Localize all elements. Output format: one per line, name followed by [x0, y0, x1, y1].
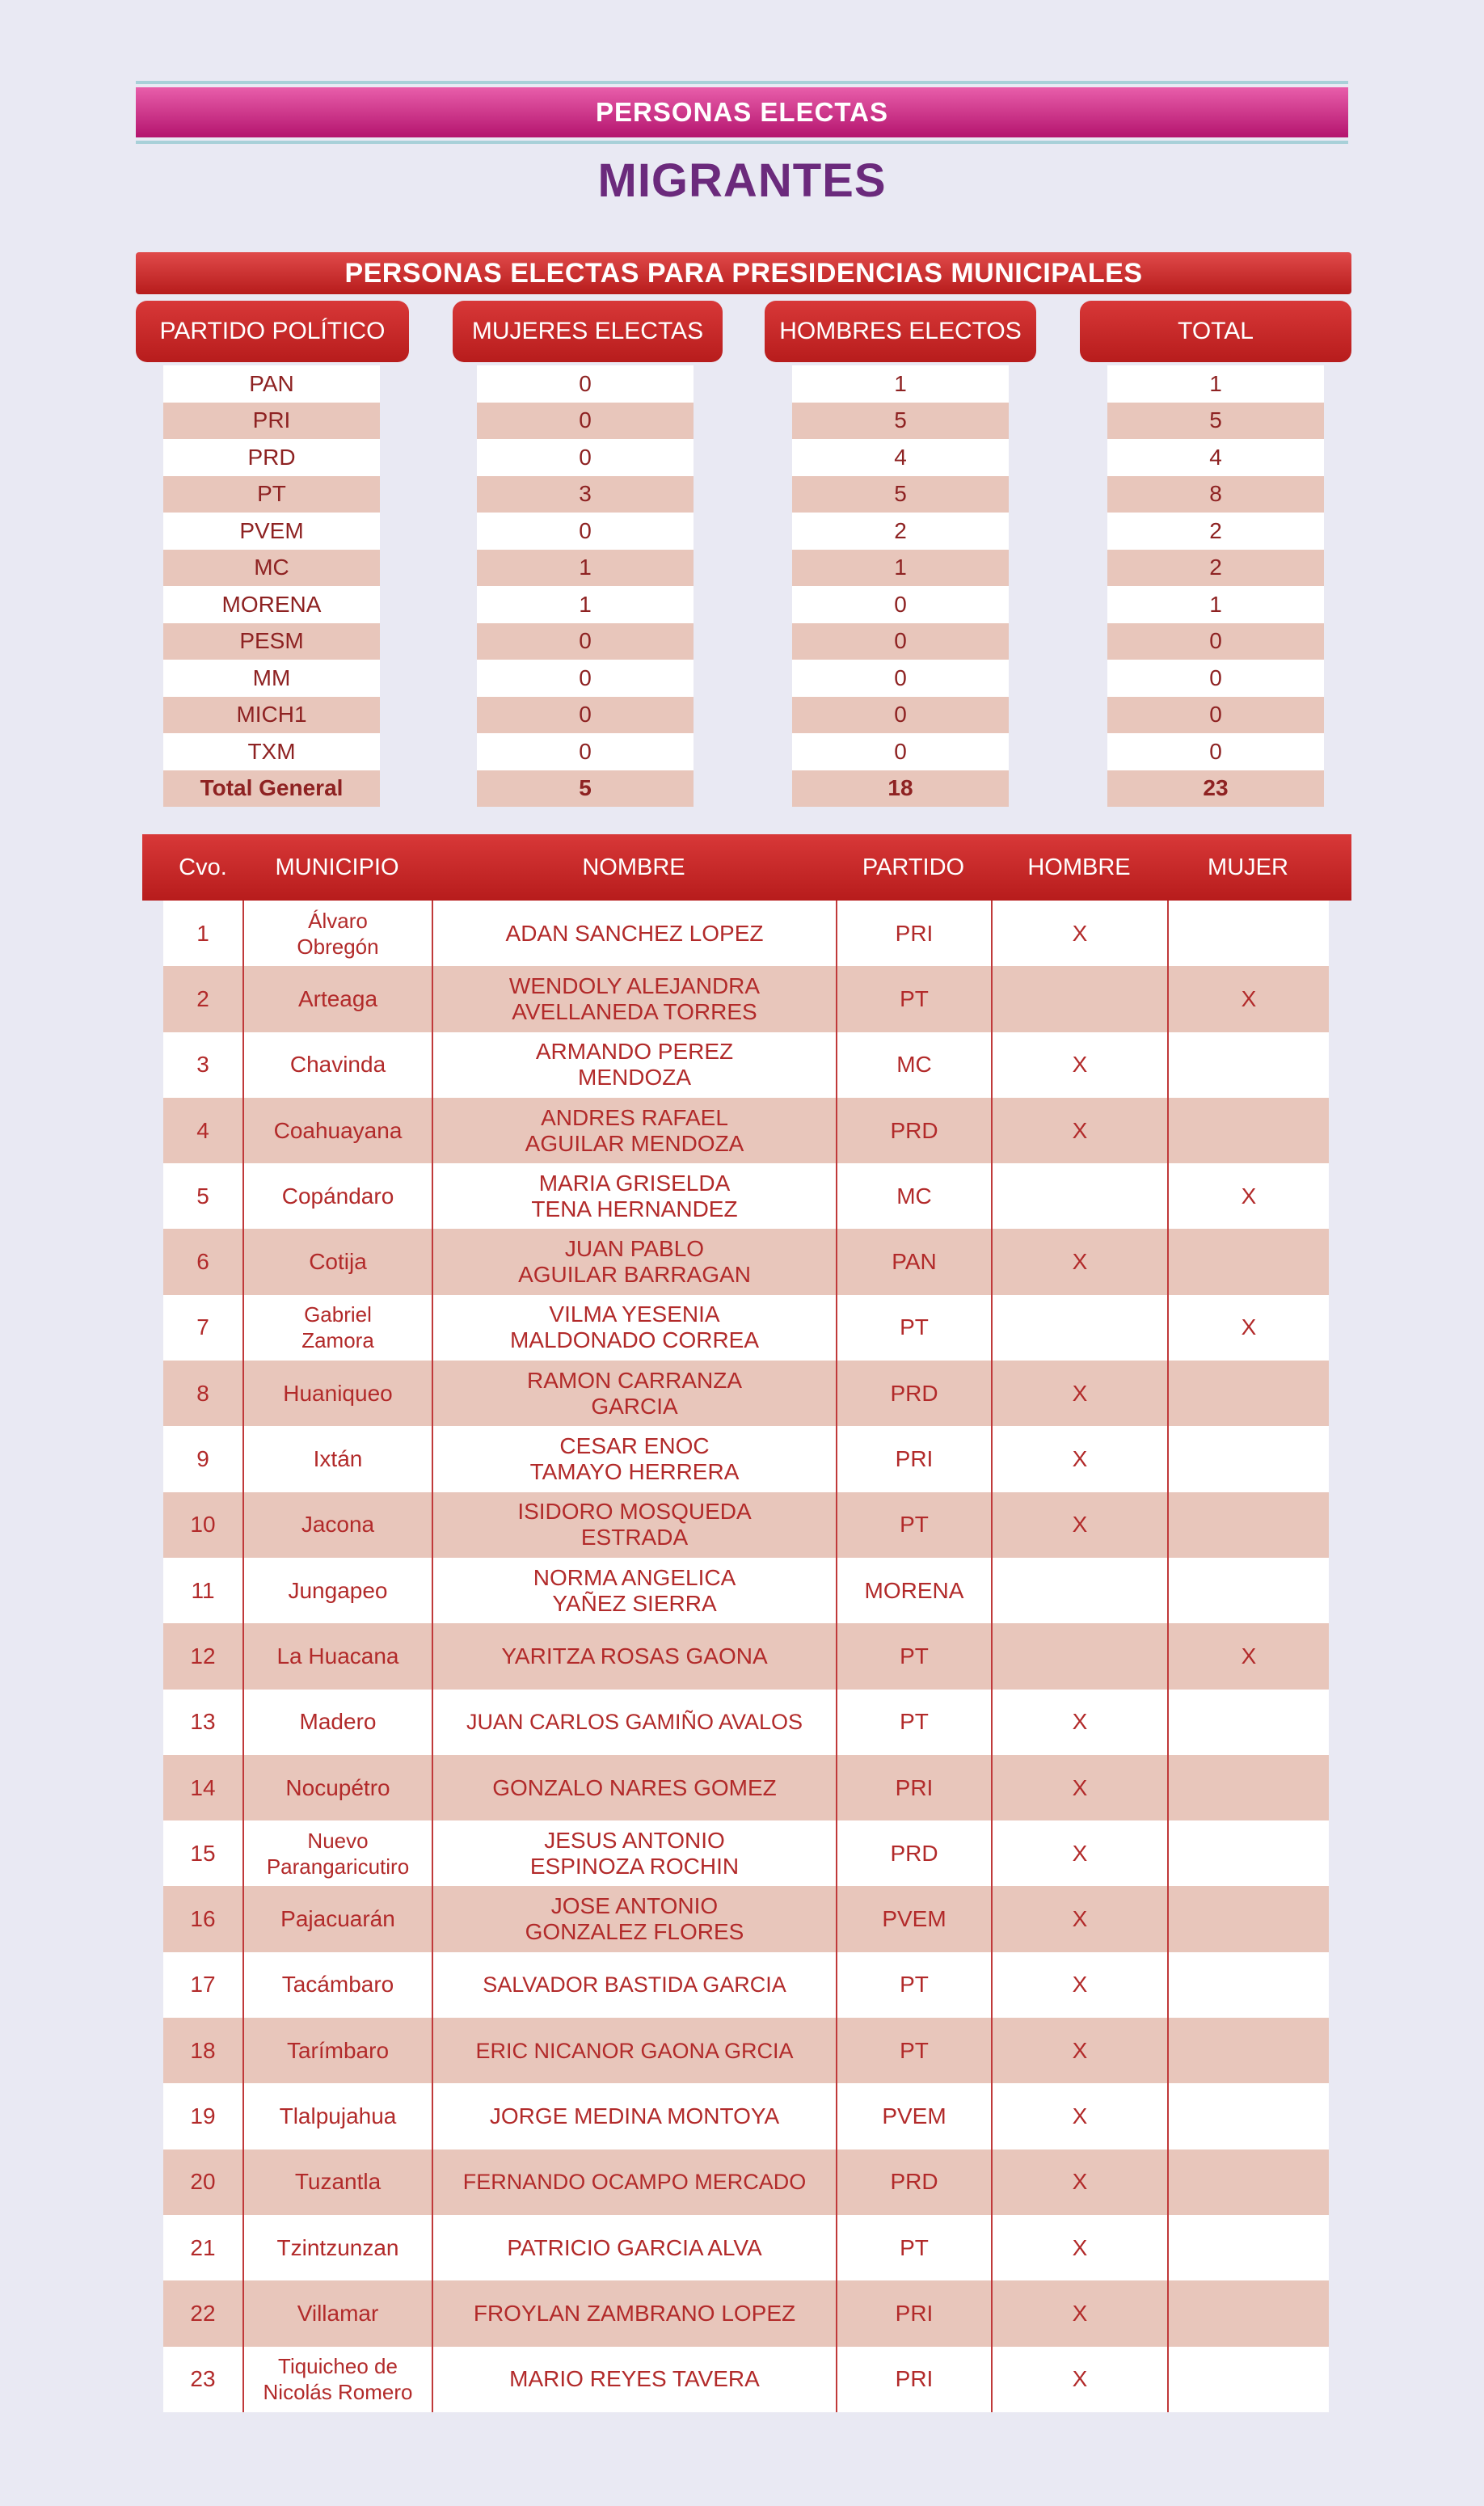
cell-hombre-mark: X	[991, 1229, 1167, 1294]
detail-header-municipio: MUNICIPIO	[275, 854, 399, 880]
cell-municipio: Arteaga	[242, 966, 432, 1032]
cell-nombre: PATRICIO GARCIA ALVA	[432, 2215, 836, 2280]
summary-cell: 0	[477, 660, 694, 697]
summary-cell: 1	[792, 365, 1009, 403]
summary-cell: 2	[1107, 513, 1324, 550]
cell-mujer-mark	[1167, 1229, 1329, 1294]
cell-municipio: La Huacana	[242, 1623, 432, 1689]
cell-mujer-mark: X	[1167, 1163, 1329, 1229]
cell-municipio: Tacámbaro	[242, 1952, 432, 2018]
cell-row-number: 22	[190, 2300, 216, 2326]
cell-nombre: SALVADOR BASTIDA GARCIA	[432, 1952, 836, 2018]
summary-cell: MORENA	[163, 586, 380, 623]
cell-row-number: 17	[190, 1972, 216, 1998]
cell-mujer-mark: X	[1167, 966, 1329, 1032]
cell-partido: PRI	[836, 901, 991, 966]
summary-column-partido	[163, 365, 380, 807]
cell-hombre-mark	[991, 1558, 1167, 1623]
cell-hombre-mark	[991, 1295, 1167, 1361]
table-row	[163, 1623, 1329, 1689]
table-row	[163, 901, 1329, 966]
cell-mujer-mark	[1167, 901, 1329, 966]
cell-nombre: ANDRES RAFAEL AGUILAR MENDOZA	[432, 1098, 836, 1163]
summary-cell: 1	[1107, 365, 1324, 403]
table-row	[163, 1886, 1329, 1951]
top-banner	[136, 81, 1348, 144]
banner-title: PERSONAS ELECTAS	[136, 87, 1348, 137]
table-row	[163, 1361, 1329, 1426]
summary-cell: 0	[792, 660, 1009, 697]
banner-top-line	[136, 81, 1348, 84]
summary-header-partido: PARTIDO POLÍTICO	[136, 301, 409, 362]
cell-municipio: Tiquicheo de Nicolás Romero	[242, 2347, 432, 2412]
summary-cell: 5	[792, 403, 1009, 440]
summary-column-mujeres	[477, 365, 694, 807]
cell-nombre: JOSE ANTONIO GONZALEZ FLORES	[432, 1886, 836, 1951]
summary-cell: 1	[477, 550, 694, 587]
cell-mujer-mark	[1167, 1755, 1329, 1820]
summary-cell: 0	[477, 439, 694, 476]
cell-nombre: YARITZA ROSAS GAONA	[432, 1623, 836, 1689]
cell-mujer-mark	[1167, 2215, 1329, 2280]
summary-cell: 5	[792, 476, 1009, 513]
table-row	[163, 1952, 1329, 2018]
cell-nombre: CESAR ENOC TAMAYO HERRERA	[432, 1426, 836, 1491]
table-row	[163, 1755, 1329, 1820]
summary-cell: 1	[477, 586, 694, 623]
summary-header-mujeres: MUJERES ELECTAS	[453, 301, 723, 362]
cell-municipio: Chavinda	[242, 1032, 432, 1098]
table-row	[163, 2018, 1329, 2083]
summary-cell: 4	[1107, 439, 1324, 476]
cell-municipio: Madero	[242, 1690, 432, 1755]
cell-mujer-mark	[1167, 2083, 1329, 2149]
summary-header-total: TOTAL	[1080, 301, 1351, 362]
section-title: PERSONAS ELECTAS PARA PRESIDENCIAS MUNICIPALES	[136, 252, 1351, 294]
cell-row-number: 10	[190, 1512, 216, 1538]
table-row	[163, 1492, 1329, 1558]
summary-cell: 0	[792, 586, 1009, 623]
summary-cell: 0	[477, 365, 694, 403]
cell-row-number: 14	[190, 1774, 216, 1800]
summary-cell: 4	[792, 439, 1009, 476]
table-row	[163, 2280, 1329, 2346]
cell-mujer-mark	[1167, 1492, 1329, 1558]
table-row	[163, 2347, 1329, 2412]
cell-nombre: ADAN SANCHEZ LOPEZ	[432, 901, 836, 966]
cell-hombre-mark	[991, 1163, 1167, 1229]
cell-partido: PT	[836, 1492, 991, 1558]
summary-cell: 5	[1107, 403, 1324, 440]
summary-cell: 0	[477, 697, 694, 734]
cell-row-number: 18	[190, 2037, 216, 2063]
cell-nombre: JUAN CARLOS GAMIÑO AVALOS	[432, 1690, 836, 1755]
cell-partido: PT	[836, 1690, 991, 1755]
cell-nombre: GONZALO NARES GOMEZ	[432, 1755, 836, 1820]
cell-hombre-mark: X	[991, 1361, 1167, 1426]
cell-mujer-mark	[1167, 1886, 1329, 1951]
cell-municipio: Pajacuarán	[242, 1886, 432, 1951]
cell-hombre-mark: X	[991, 2018, 1167, 2083]
summary-cell: PAN	[163, 365, 380, 403]
cell-hombre-mark: X	[991, 901, 1167, 966]
cell-row-number: 1	[196, 920, 209, 946]
cell-row-number: 13	[190, 1709, 216, 1735]
cell-municipio: Jungapeo	[242, 1558, 432, 1623]
cell-nombre: MARIA GRISELDA TENA HERNANDEZ	[432, 1163, 836, 1229]
table-row	[163, 1163, 1329, 1229]
cell-mujer-mark: X	[1167, 1623, 1329, 1689]
cell-row-number: 9	[196, 1446, 209, 1472]
cell-municipio: Copándaro	[242, 1163, 432, 1229]
cell-municipio: Coahuayana	[242, 1098, 432, 1163]
cell-nombre: NORMA ANGELICA YAÑEZ SIERRA	[432, 1558, 836, 1623]
cell-partido: PRI	[836, 2280, 991, 2346]
cell-mujer-mark	[1167, 1361, 1329, 1426]
summary-cell: PVEM	[163, 513, 380, 550]
summary-cell: 0	[477, 623, 694, 660]
cell-nombre: FERNANDO OCAMPO MERCADO	[432, 2150, 836, 2215]
table-row	[163, 2215, 1329, 2280]
cell-municipio: Ixtán	[242, 1426, 432, 1491]
cell-row-number: 2	[196, 985, 209, 1011]
cell-partido: PRD	[836, 1820, 991, 1886]
cell-nombre: JESUS ANTONIO ESPINOZA ROCHIN	[432, 1820, 836, 1886]
cell-nombre: ISIDORO MOSQUEDA ESTRADA	[432, 1492, 836, 1558]
summary-column-hombres	[792, 365, 1009, 807]
cell-mujer-mark	[1167, 1098, 1329, 1163]
summary-cell: 0	[477, 513, 694, 550]
cell-mujer-mark	[1167, 1952, 1329, 2018]
cell-partido: PRI	[836, 2347, 991, 2412]
detail-header-partido: PARTIDO	[862, 854, 965, 880]
cell-partido: PT	[836, 2215, 991, 2280]
summary-cell: 0	[792, 623, 1009, 660]
table-row	[163, 966, 1329, 1032]
cell-mujer-mark	[1167, 2018, 1329, 2083]
cell-hombre-mark: X	[991, 1690, 1167, 1755]
summary-cell: 1	[792, 550, 1009, 587]
summary-cell: 3	[477, 476, 694, 513]
summary-cell: 0	[1107, 733, 1324, 770]
cell-hombre-mark: X	[991, 2215, 1167, 2280]
cell-row-number: 6	[196, 1249, 209, 1275]
cell-partido: PVEM	[836, 1886, 991, 1951]
table-row	[163, 1295, 1329, 1361]
cell-municipio: Jacona	[242, 1492, 432, 1558]
cell-nombre: VILMA YESENIA MALDONADO CORREA	[432, 1295, 836, 1361]
cell-hombre-mark	[991, 966, 1167, 1032]
cell-row-number: 11	[191, 1577, 215, 1603]
summary-cell: 0	[792, 733, 1009, 770]
detail-header-hombre: HOMBRE	[1027, 854, 1131, 880]
cell-nombre: WENDOLY ALEJANDRA AVELLANEDA TORRES	[432, 966, 836, 1032]
table-row	[163, 1820, 1329, 1886]
cell-row-number: 12	[190, 1643, 216, 1669]
summary-cell: 0	[477, 733, 694, 770]
cell-municipio: Tzintzunzan	[242, 2215, 432, 2280]
summary-cell: 23	[1107, 770, 1324, 808]
summary-cell: 0	[1107, 623, 1324, 660]
cell-hombre-mark: X	[991, 2347, 1167, 2412]
cell-hombre-mark: X	[991, 1952, 1167, 2018]
summary-cell: 5	[477, 770, 694, 808]
summary-cell: 1	[1107, 586, 1324, 623]
detail-header-cvo: Cvo.	[179, 854, 227, 880]
cell-partido: PRI	[836, 1755, 991, 1820]
summary-cell: 8	[1107, 476, 1324, 513]
cell-partido: PRD	[836, 2150, 991, 2215]
table-row	[163, 1229, 1329, 1294]
cell-row-number: 7	[196, 1314, 209, 1340]
cell-partido: MC	[836, 1163, 991, 1229]
cell-row-number: 21	[190, 2234, 216, 2260]
cell-hombre-mark: X	[991, 1886, 1167, 1951]
cell-row-number: 8	[196, 1380, 209, 1406]
summary-cell: 2	[792, 513, 1009, 550]
cell-hombre-mark	[991, 1623, 1167, 1689]
cell-mujer-mark	[1167, 2150, 1329, 2215]
cell-municipio: Tlalpujahua	[242, 2083, 432, 2149]
cell-row-number: 3	[196, 1052, 209, 1078]
cell-nombre: RAMON CARRANZA GARCIA	[432, 1361, 836, 1426]
summary-cell: MC	[163, 550, 380, 587]
cell-mujer-mark	[1167, 1690, 1329, 1755]
cell-nombre: ARMANDO PEREZ MENDOZA	[432, 1032, 836, 1098]
table-row	[163, 1690, 1329, 1755]
cell-mujer-mark: X	[1167, 1295, 1329, 1361]
cell-municipio: Nuevo Parangaricutiro	[242, 1820, 432, 1886]
summary-cell: 0	[1107, 697, 1324, 734]
cell-municipio: Tuzantla	[242, 2150, 432, 2215]
detail-table	[163, 901, 1329, 2412]
summary-header-hombres: HOMBRES ELECTOS	[765, 301, 1036, 362]
cell-row-number: 4	[196, 1117, 209, 1143]
cell-row-number: 23	[190, 2366, 216, 2392]
cell-municipio: Villamar	[242, 2280, 432, 2346]
cell-partido: PRD	[836, 1098, 991, 1163]
table-row	[163, 1558, 1329, 1623]
cell-row-number: 5	[196, 1183, 209, 1209]
cell-partido: MC	[836, 1032, 991, 1098]
summary-column-total	[1107, 365, 1324, 807]
page-subtitle: MIGRANTES	[597, 154, 887, 207]
summary-cell: 0	[1107, 660, 1324, 697]
summary-cell: PT	[163, 476, 380, 513]
cell-partido: PT	[836, 1952, 991, 2018]
cell-hombre-mark: X	[991, 2083, 1167, 2149]
summary-cell: PRI	[163, 403, 380, 440]
cell-nombre: ERIC NICANOR GAONA GRCIA	[432, 2018, 836, 2083]
banner-bottom-line	[136, 141, 1348, 144]
cell-partido: PRI	[836, 1426, 991, 1491]
cell-hombre-mark: X	[991, 1032, 1167, 1098]
summary-cell: 2	[1107, 550, 1324, 587]
cell-partido: PT	[836, 1623, 991, 1689]
cell-municipio: Tarímbaro	[242, 2018, 432, 2083]
cell-partido: PT	[836, 1295, 991, 1361]
cell-municipio: Álvaro Obregón	[242, 901, 432, 966]
cell-hombre-mark: X	[991, 1755, 1167, 1820]
cell-partido: MORENA	[836, 1558, 991, 1623]
cell-row-number: 16	[190, 1906, 216, 1932]
detail-header-nombre: NOMBRE	[582, 854, 685, 880]
detail-header	[142, 834, 1351, 901]
cell-hombre-mark: X	[991, 2280, 1167, 2346]
cell-mujer-mark	[1167, 1558, 1329, 1623]
cell-municipio: Huaniqueo	[242, 1361, 432, 1426]
cell-partido: PT	[836, 966, 991, 1032]
cell-partido: PRD	[836, 1361, 991, 1426]
cell-municipio: Gabriel Zamora	[242, 1295, 432, 1361]
cell-hombre-mark: X	[991, 1492, 1167, 1558]
summary-cell: MM	[163, 660, 380, 697]
cell-mujer-mark	[1167, 1426, 1329, 1491]
cell-hombre-mark: X	[991, 1820, 1167, 1886]
cell-row-number: 20	[190, 2169, 216, 2195]
cell-row-number: 19	[190, 2103, 216, 2128]
cell-mujer-mark	[1167, 1032, 1329, 1098]
table-row	[163, 1098, 1329, 1163]
table-row	[163, 2083, 1329, 2149]
summary-cell: PRD	[163, 439, 380, 476]
cell-municipio: Cotija	[242, 1229, 432, 1294]
cell-mujer-mark	[1167, 2347, 1329, 2412]
summary-cell: 0	[477, 403, 694, 440]
summary-cell: 0	[792, 697, 1009, 734]
table-row	[163, 2150, 1329, 2215]
cell-partido: PVEM	[836, 2083, 991, 2149]
cell-municipio: Nocupétro	[242, 1755, 432, 1820]
cell-nombre: FROYLAN ZAMBRANO LOPEZ	[432, 2280, 836, 2346]
cell-hombre-mark: X	[991, 1098, 1167, 1163]
detail-header-mujer: MUJER	[1208, 854, 1288, 880]
table-row	[163, 1032, 1329, 1098]
summary-cell: TXM	[163, 733, 380, 770]
cell-nombre: JUAN PABLO AGUILAR BARRAGAN	[432, 1229, 836, 1294]
cell-nombre: MARIO REYES TAVERA	[432, 2347, 836, 2412]
summary-cell: 18	[792, 770, 1009, 808]
summary-cell: PESM	[163, 623, 380, 660]
cell-partido: PAN	[836, 1229, 991, 1294]
cell-mujer-mark	[1167, 1820, 1329, 1886]
cell-row-number: 15	[190, 1840, 216, 1866]
cell-hombre-mark: X	[991, 2150, 1167, 2215]
summary-cell: MICH1	[163, 697, 380, 734]
summary-cell: Total General	[163, 770, 380, 808]
cell-hombre-mark: X	[991, 1426, 1167, 1491]
cell-nombre: JORGE MEDINA MONTOYA	[432, 2083, 836, 2149]
cell-mujer-mark	[1167, 2280, 1329, 2346]
table-row	[163, 1426, 1329, 1491]
cell-partido: PT	[836, 2018, 991, 2083]
